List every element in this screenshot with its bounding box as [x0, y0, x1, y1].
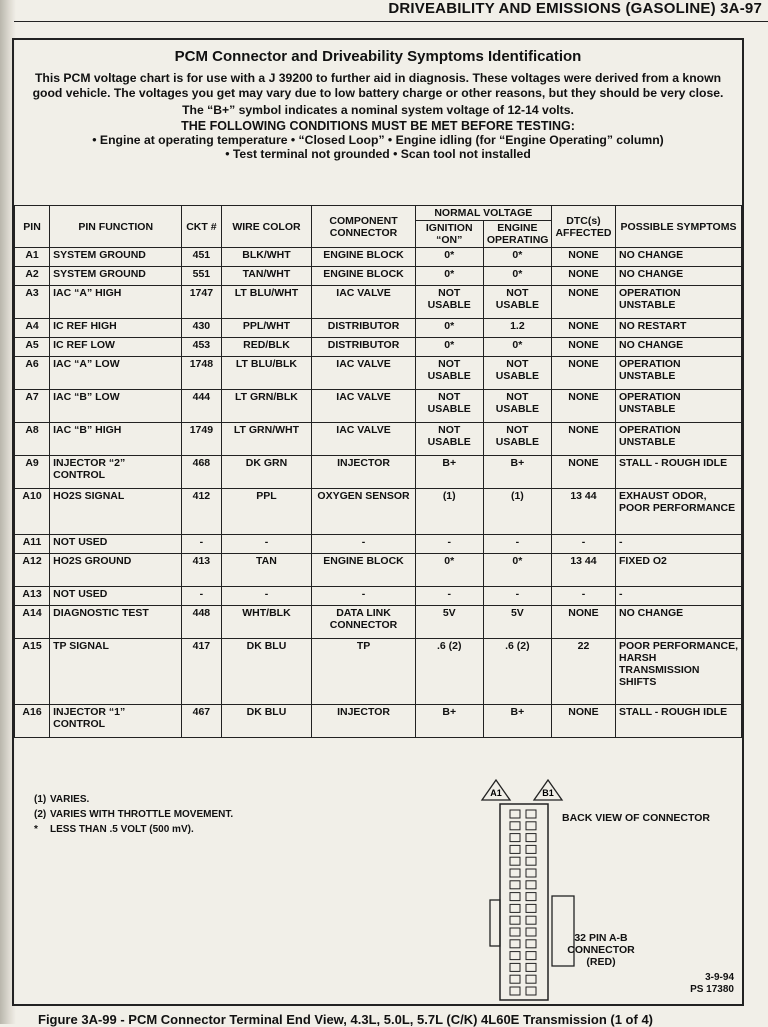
symptoms-cell: STALL - ROUGH IDLE — [615, 456, 741, 489]
dtc-cell: NONE — [551, 357, 615, 390]
wire-color-cell: PPL/WHT — [221, 319, 312, 338]
ckt-cell: 1749 — [182, 423, 221, 456]
function-cell: HO2S SIGNAL — [50, 489, 182, 535]
table-row — [15, 423, 742, 456]
dtc-cell: NONE — [551, 456, 615, 489]
function-cell: IAC “B” LOW — [50, 390, 182, 423]
header-rule — [14, 21, 768, 22]
wire-color-cell: - — [221, 535, 312, 554]
ckt-cell: 453 — [182, 338, 221, 357]
header-symptoms: POSSIBLE SYMPTOMS — [615, 206, 741, 248]
engine-operating-cell: (1) — [483, 489, 551, 535]
conditions-title: THE FOLLOWING CONDITIONS MUST BE MET BEFORE TESTING: — [181, 119, 575, 133]
ckt-cell: 412 — [182, 489, 221, 535]
table-row — [15, 267, 742, 286]
wire-color-cell: LT GRN/BLK — [221, 390, 312, 423]
dtc-cell: NONE — [551, 286, 615, 319]
header-ckt: CKT # — [182, 206, 221, 248]
function-cell: IC REF HIGH — [50, 319, 182, 338]
symptoms-cell: OPERATION UNSTABLE — [615, 423, 741, 456]
symptoms-cell: OPERATION UNSTABLE — [615, 286, 741, 319]
connector-diagram — [474, 776, 584, 1008]
function-cell: DIAGNOSTIC TEST — [50, 606, 182, 639]
component-cell: IAC VALVE — [312, 390, 415, 423]
chart-frame — [12, 38, 744, 1006]
pin-cell: A11 — [15, 535, 50, 554]
pin-cell: A16 — [15, 705, 50, 738]
header-ignition-on: IGNITION “ON” — [415, 221, 483, 248]
symptoms-cell: NO CHANGE — [615, 338, 741, 357]
table-row — [15, 554, 742, 587]
header-component: COMPONENT CONNECTOR — [312, 206, 415, 248]
ckt-cell: 467 — [182, 705, 221, 738]
pin-cell: A8 — [15, 423, 50, 456]
engine-operating-cell: 0* — [483, 267, 551, 286]
dtc-cell: NONE — [551, 248, 615, 267]
ckt-cell: 1748 — [182, 357, 221, 390]
pin-b1-label: B1 — [542, 788, 554, 798]
function-cell: INJECTOR “1” CONTROL — [50, 705, 182, 738]
table-row — [15, 606, 742, 639]
bplus-note: The “B+” symbol indicates a nominal system voltage of 12-14 volts. — [182, 103, 574, 117]
header-normal-voltage: NORMAL VOLTAGE — [415, 206, 551, 221]
engine-operating-cell: NOT USABLE — [483, 390, 551, 423]
wire-color-cell: TAN — [221, 554, 312, 587]
dtc-cell: NONE — [551, 319, 615, 338]
symptoms-cell: NO RESTART — [615, 319, 741, 338]
ignition-on-cell: 0* — [415, 554, 483, 587]
chart-title: PCM Connector and Driveability Symptoms Identification — [174, 48, 582, 65]
component-cell: DISTRIBUTOR — [312, 338, 415, 357]
conditions-line-1: • Engine at operating temperature • “Closed Loop” • Engine idling (for “Engine Operating” column) — [92, 133, 664, 147]
ckt-cell: 413 — [182, 554, 221, 587]
pin-cell: A5 — [15, 338, 50, 357]
table-row — [15, 456, 742, 489]
pin-cell: A9 — [15, 456, 50, 489]
ignition-on-cell: 0* — [415, 267, 483, 286]
symptoms-cell: OPERATION UNSTABLE — [615, 390, 741, 423]
pin-cell: A1 — [15, 248, 50, 267]
table-body — [15, 248, 742, 738]
pin-cell: A10 — [15, 489, 50, 535]
pin-cell: A3 — [15, 286, 50, 319]
dtc-cell: - — [551, 587, 615, 606]
dtc-cell: 13 44 — [551, 554, 615, 587]
conditions-line-2: • Test terminal not grounded • Scan tool not installed — [225, 147, 531, 161]
ignition-on-cell: B+ — [415, 456, 483, 489]
table-row — [15, 319, 742, 338]
function-cell: NOT USED — [50, 587, 182, 606]
table-row — [15, 286, 742, 319]
pin-cell: A2 — [15, 267, 50, 286]
ps-number: PS 17380 — [690, 984, 734, 995]
wire-color-cell: LT BLU/BLK — [221, 357, 312, 390]
engine-operating-cell: 5V — [483, 606, 551, 639]
function-cell: SYSTEM GROUND — [50, 267, 182, 286]
back-view-label: BACK VIEW OF CONNECTOR — [562, 812, 710, 824]
ignition-on-cell: - — [415, 535, 483, 554]
ignition-on-cell: (1) — [415, 489, 483, 535]
function-cell: INJECTOR “2” CONTROL — [50, 456, 182, 489]
engine-operating-cell: - — [483, 587, 551, 606]
engine-operating-cell: .6 (2) — [483, 639, 551, 705]
header-engine-operating: ENGINE OPERATING — [483, 221, 551, 248]
dtc-cell: NONE — [551, 606, 615, 639]
symptoms-cell: NO CHANGE — [615, 606, 741, 639]
component-cell: DATA LINK CONNECTOR — [312, 606, 415, 639]
footnote-item: * LESS THAN .5 VOLT (500 mV). — [34, 824, 194, 835]
table-row — [15, 639, 742, 705]
engine-operating-cell: B+ — [483, 456, 551, 489]
intro-section — [14, 40, 742, 161]
ignition-on-cell: NOT USABLE — [415, 357, 483, 390]
function-cell: HO2S GROUND — [50, 554, 182, 587]
footnotes — [34, 792, 233, 837]
connector-type-label: 32 PIN A-B CONNECTOR (RED) — [567, 932, 635, 968]
table-row — [15, 705, 742, 738]
symptoms-cell: OPERATION UNSTABLE — [615, 357, 741, 390]
ignition-on-cell: 0* — [415, 248, 483, 267]
ckt-cell: - — [182, 587, 221, 606]
ignition-on-cell: NOT USABLE — [415, 390, 483, 423]
engine-operating-cell: 1.2 — [483, 319, 551, 338]
component-cell: ENGINE BLOCK — [312, 267, 415, 286]
component-cell: IAC VALVE — [312, 357, 415, 390]
symptoms-cell: - — [615, 587, 741, 606]
function-cell: SYSTEM GROUND — [50, 248, 182, 267]
dtc-cell: NONE — [551, 338, 615, 357]
function-cell: IAC “A” HIGH — [50, 286, 182, 319]
engine-operating-cell: 0* — [483, 554, 551, 587]
component-cell: IAC VALVE — [312, 286, 415, 319]
ckt-cell: 551 — [182, 267, 221, 286]
wire-color-cell: DK BLU — [221, 705, 312, 738]
header-pin-function: PIN FUNCTION — [50, 206, 182, 248]
function-cell: IAC “A” LOW — [50, 357, 182, 390]
table-row — [15, 338, 742, 357]
ignition-on-cell: 0* — [415, 319, 483, 338]
ckt-cell: 451 — [182, 248, 221, 267]
header-dtc: DTC(s) AFFECTED — [551, 206, 615, 248]
pcm-voltage-table — [14, 205, 742, 738]
table-row — [15, 390, 742, 423]
ignition-on-cell: NOT USABLE — [415, 423, 483, 456]
ckt-cell: 468 — [182, 456, 221, 489]
engine-operating-cell: 0* — [483, 338, 551, 357]
symptoms-cell: POOR PERFORMANCE, HARSH TRANSMISSION SHIFTS — [615, 639, 741, 705]
dtc-cell: - — [551, 535, 615, 554]
wire-color-cell: DK GRN — [221, 456, 312, 489]
ignition-on-cell: .6 (2) — [415, 639, 483, 705]
component-cell: ENGINE BLOCK — [312, 554, 415, 587]
dtc-cell: NONE — [551, 390, 615, 423]
function-cell: NOT USED — [50, 535, 182, 554]
table-row — [15, 248, 742, 267]
wire-color-cell: BLK/WHT — [221, 248, 312, 267]
table-header-row — [15, 206, 742, 221]
pin-cell: A14 — [15, 606, 50, 639]
ckt-cell: 444 — [182, 390, 221, 423]
function-cell: TP SIGNAL — [50, 639, 182, 705]
wire-color-cell: WHT/BLK — [221, 606, 312, 639]
table-row — [15, 357, 742, 390]
component-cell: INJECTOR — [312, 456, 415, 489]
table-row — [15, 587, 742, 606]
symptoms-cell: NO CHANGE — [615, 267, 741, 286]
pin-cell: A7 — [15, 390, 50, 423]
ckt-cell: 1747 — [182, 286, 221, 319]
ignition-on-cell: B+ — [415, 705, 483, 738]
intro-paragraph: This PCM voltage chart is for use with a J 39200 to further aid in diagnosis. These voltages were derived from a known good vehicle. The voltages you get may vary due to low battery charge or other reasons, but they should be very close. — [32, 71, 724, 100]
ckt-cell: - — [182, 535, 221, 554]
ckt-cell: 417 — [182, 639, 221, 705]
running-head: DRIVEABILITY AND EMISSIONS (GASOLINE) 3A-97 — [388, 0, 762, 17]
dtc-cell: NONE — [551, 705, 615, 738]
pin-cell: A6 — [15, 357, 50, 390]
pin-a1-label: A1 — [490, 788, 502, 798]
engine-operating-cell: NOT USABLE — [483, 286, 551, 319]
footnote-item: (2) VARIES WITH THROTTLE MOVEMENT. — [34, 809, 234, 820]
table-row — [15, 535, 742, 554]
symptoms-cell: STALL - ROUGH IDLE — [615, 705, 741, 738]
engine-operating-cell: NOT USABLE — [483, 423, 551, 456]
wire-color-cell: RED/BLK — [221, 338, 312, 357]
table-row — [15, 489, 742, 535]
wire-color-cell: LT BLU/WHT — [221, 286, 312, 319]
component-cell: INJECTOR — [312, 705, 415, 738]
component-cell: DISTRIBUTOR — [312, 319, 415, 338]
header-pin: PIN — [15, 206, 50, 248]
component-cell: - — [312, 535, 415, 554]
dtc-cell: NONE — [551, 267, 615, 286]
pin-cell: A15 — [15, 639, 50, 705]
component-cell: TP — [312, 639, 415, 705]
symptoms-cell: NO CHANGE — [615, 248, 741, 267]
component-cell: IAC VALVE — [312, 423, 415, 456]
connector-body — [500, 804, 548, 1000]
engine-operating-cell: - — [483, 535, 551, 554]
ignition-on-cell: NOT USABLE — [415, 286, 483, 319]
footnote-item: (1) VARIES. — [34, 794, 90, 805]
ckt-cell: 430 — [182, 319, 221, 338]
header-wire-color: WIRE COLOR — [221, 206, 312, 248]
symptoms-cell: FIXED O2 — [615, 554, 741, 587]
dtc-cell: 13 44 — [551, 489, 615, 535]
component-cell: OXYGEN SENSOR — [312, 489, 415, 535]
function-cell: IC REF LOW — [50, 338, 182, 357]
symptoms-cell: - — [615, 535, 741, 554]
ignition-on-cell: - — [415, 587, 483, 606]
wire-color-cell: LT GRN/WHT — [221, 423, 312, 456]
ps-date: 3-9-94 — [705, 972, 734, 983]
dtc-cell: 22 — [551, 639, 615, 705]
wire-color-cell: - — [221, 587, 312, 606]
engine-operating-cell: B+ — [483, 705, 551, 738]
wire-color-cell: DK BLU — [221, 639, 312, 705]
ps-reference — [690, 972, 734, 996]
wire-color-cell: TAN/WHT — [221, 267, 312, 286]
ckt-cell: 448 — [182, 606, 221, 639]
component-cell: ENGINE BLOCK — [312, 248, 415, 267]
engine-operating-cell: 0* — [483, 248, 551, 267]
dtc-cell: NONE — [551, 423, 615, 456]
ignition-on-cell: 5V — [415, 606, 483, 639]
engine-operating-cell: NOT USABLE — [483, 357, 551, 390]
pin-cell: A13 — [15, 587, 50, 606]
ignition-on-cell: 0* — [415, 338, 483, 357]
symptoms-cell: EXHAUST ODOR, POOR PERFORMANCE — [615, 489, 741, 535]
connector-latch — [490, 900, 500, 946]
wire-color-cell: PPL — [221, 489, 312, 535]
pin-cell: A12 — [15, 554, 50, 587]
component-cell: - — [312, 587, 415, 606]
pin-cell: A4 — [15, 319, 50, 338]
function-cell: IAC “B” HIGH — [50, 423, 182, 456]
figure-caption: Figure 3A-99 - PCM Connector Terminal End View, 4.3L, 5.0L, 5.7L (C/K) 4L60E Transmission (1 of 4) — [38, 1012, 653, 1027]
